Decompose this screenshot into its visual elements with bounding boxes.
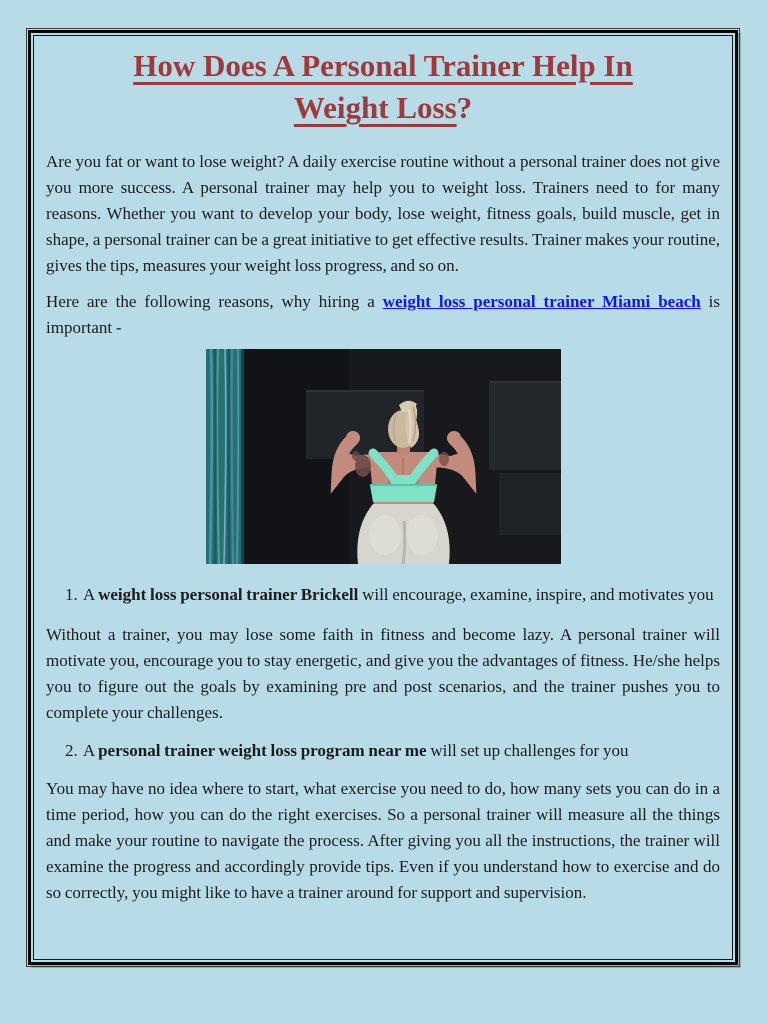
- list-item-2-text: [83, 738, 720, 764]
- reasons-intro-prefix: Here are the following reasons, why hiring a: [46, 292, 383, 311]
- title-question-mark: ?: [456, 90, 473, 125]
- list-item-2-keyword: personal trainer weight loss program near me: [98, 741, 427, 760]
- list-item-1-suffix: will encourage, examine, inspire, and motivates you: [358, 585, 714, 604]
- list-item-1-keyword: weight loss personal trainer Brickell: [98, 585, 359, 604]
- miami-beach-trainer-link[interactable]: weight loss personal trainer Miami beach: [382, 292, 701, 311]
- motivation-paragraph: Without a trainer, you may lose some faith in fitness and become lazy. A personal trainer will motivate you, encourage you to stay energetic, and give you the advantages of fitness. He/she helps you to figure out the goals by examining pre and post scenarios, and the trainer pushes you to complete your challenges.: [46, 625, 720, 722]
- reasons-intro-paragraph: [46, 289, 720, 341]
- title-line-2: Weight Loss: [293, 90, 457, 125]
- fitness-photo-illustration: [206, 349, 561, 564]
- guidance-paragraph: You may have no idea where to start, what exercise you need to do, how many sets you can do in a time period, how you can do the right exercises. So a personal trainer will measure all the things and make your routine to navigate the process. After giving you all the instructions, the trainer will examine the progress and accordingly provide tips. Even if you understand how to exercise and do so correctly, you might like to have a trainer around for support and supervision.: [46, 779, 720, 902]
- title-line-1: How Does A Personal Trainer Help In: [133, 48, 633, 83]
- photo-panel-right-lower: [499, 473, 561, 535]
- reasons-intro-suffix: is important -: [46, 292, 720, 337]
- list-item-2-suffix: will set up challenges for you: [426, 741, 629, 760]
- list-item-1: [65, 582, 720, 608]
- article-title: [46, 45, 720, 129]
- intro-paragraph: Are you fat or want to lose weight? A daily exercise routine without a personal trainer does not give you more success. A personal trainer may help you to weight loss. Trainers need to for many reasons. Whether you want to develop your body, lose weight, fitness goals, build muscle, get in shape, a personal trainer can be a great initiative to get effective results. Trainer makes your routine, gives the tips, measures your weight loss progress, and so on.: [46, 152, 720, 275]
- list-item-2-number: 2.: [65, 741, 78, 760]
- list-item-1-number: 1.: [65, 585, 78, 604]
- list-item-1-text: [83, 582, 720, 608]
- page-frame: [28, 30, 738, 965]
- list-item-2-prefix: A: [83, 741, 99, 760]
- list-item-2: [65, 738, 720, 764]
- photo-curtain: [206, 349, 244, 564]
- article-photo: [206, 349, 561, 564]
- list-item-1-prefix: A: [83, 585, 99, 604]
- photo-panel-right-upper: [489, 382, 561, 470]
